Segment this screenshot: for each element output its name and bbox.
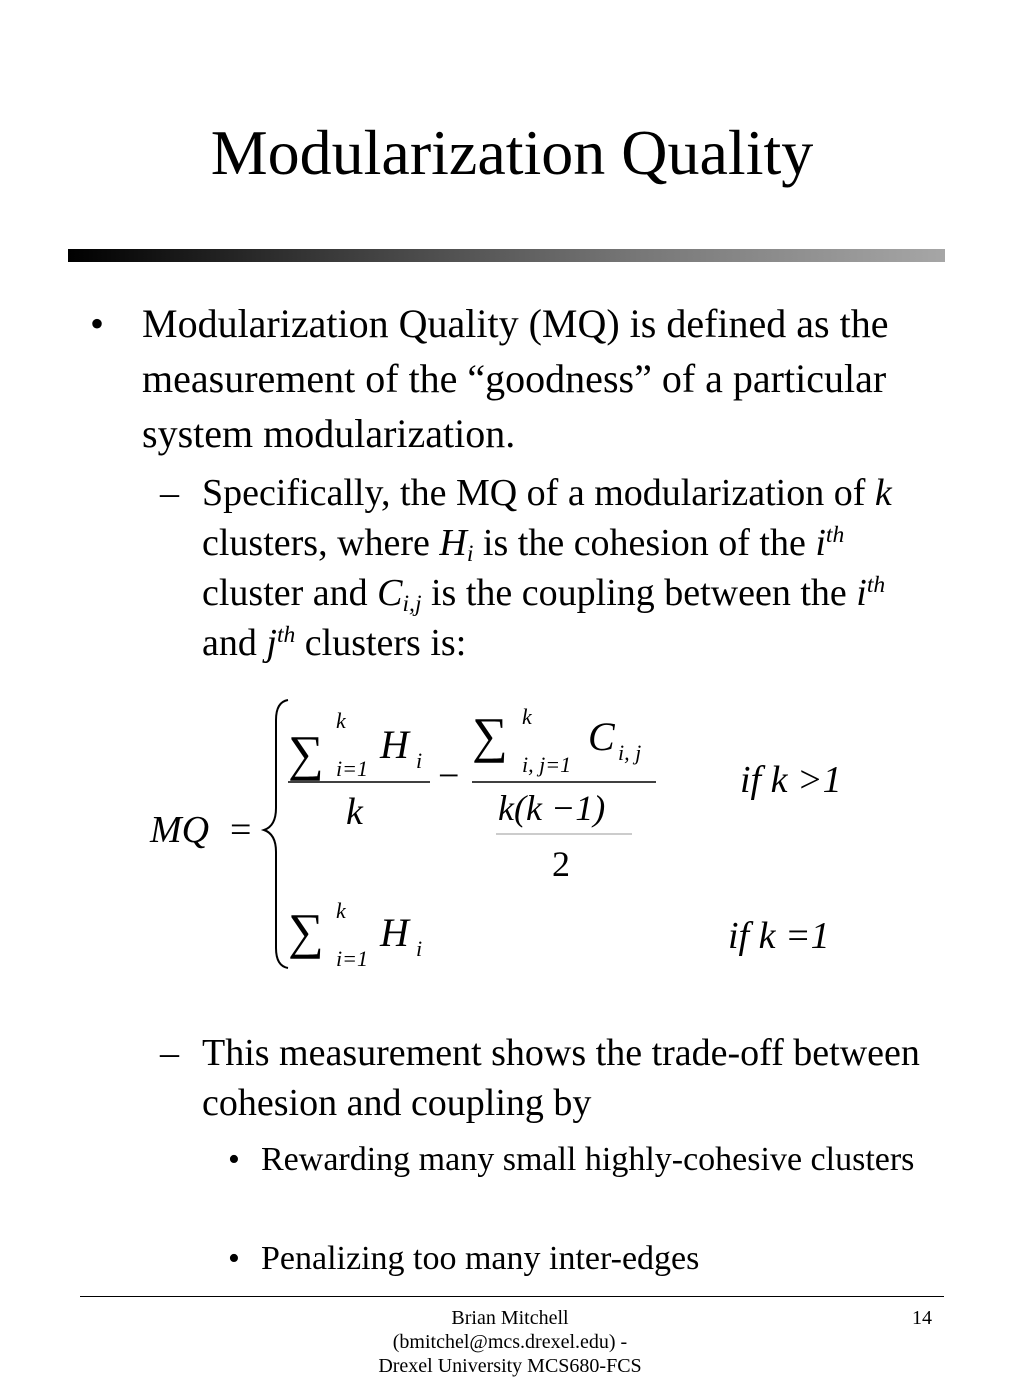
- condition-1: if k >1: [740, 759, 842, 801]
- list-item: Rewarding many small highly-cohesive clusters: [261, 1141, 915, 1178]
- minus-sign: −: [438, 755, 460, 797]
- h-subscript-2: i: [416, 936, 423, 961]
- title-divider: [68, 249, 945, 262]
- mq-formula: [140, 690, 880, 980]
- bullet-main-text: Modularization Quality (MQ) is defined as the measurement of the “goodness” of a particular system modularization.: [142, 301, 889, 456]
- condition-2: if k =1: [728, 915, 830, 957]
- sum2-upper: k: [522, 704, 532, 729]
- denom-kk1: k(k −1): [498, 788, 606, 828]
- sub-bullet-tradeoff: This measurement shows the trade-off between cohesion and coupling by: [202, 1032, 920, 1124]
- sum-symbol-2: ∑: [472, 707, 508, 763]
- h-symbol-2: H: [380, 910, 409, 955]
- sum2-lower: i, j=1: [522, 752, 572, 777]
- bullet-marker: •: [228, 1240, 240, 1277]
- c-symbol: C: [588, 714, 615, 759]
- footer-author: Brian Mitchell: [451, 1307, 569, 1329]
- formula-lhs: MQ: [150, 809, 210, 851]
- bullet-marker: •: [228, 1141, 240, 1178]
- footer-divider: [80, 1296, 944, 1297]
- sub-bullet-definition: Specifically, the MQ of a modularization of k clusters, where $H_i$ is the cohesion of the $i^{th}$ cluster and $C_{i,j}$ is the coupling between the $i^{th}$ and $j^{th}$ clusters is:: [202, 472, 892, 664]
- denom-k: k: [346, 791, 363, 833]
- denom-two: 2: [552, 844, 570, 884]
- bullet-marker: •: [90, 301, 105, 346]
- sum-symbol: ∑: [288, 725, 324, 781]
- sum-upper: k: [336, 708, 346, 733]
- dash-marker: –: [160, 1032, 179, 1074]
- sum-lower: i=1: [336, 756, 368, 781]
- sum3-lower: i=1: [336, 946, 368, 971]
- formula-equals: =: [230, 809, 252, 851]
- sum-symbol-3: ∑: [288, 903, 324, 959]
- c-subscript: i, j: [618, 740, 642, 765]
- list-item: Penalizing too many inter-edges: [261, 1240, 700, 1277]
- slide-title: Modularization Quality: [210, 117, 814, 188]
- brace: [264, 700, 288, 968]
- dash-marker: –: [160, 472, 179, 514]
- footer-text: [330, 1306, 690, 1378]
- h-subscript: i: [416, 748, 423, 773]
- page-number: 14: [912, 1307, 932, 1329]
- h-symbol: H: [380, 722, 409, 767]
- footer-email: (bmitchel@mcs.drexel.edu) -: [392, 1331, 628, 1353]
- footer-org: Drexel University MCS680-FCS: [378, 1355, 642, 1377]
- sum3-upper: k: [336, 898, 346, 923]
